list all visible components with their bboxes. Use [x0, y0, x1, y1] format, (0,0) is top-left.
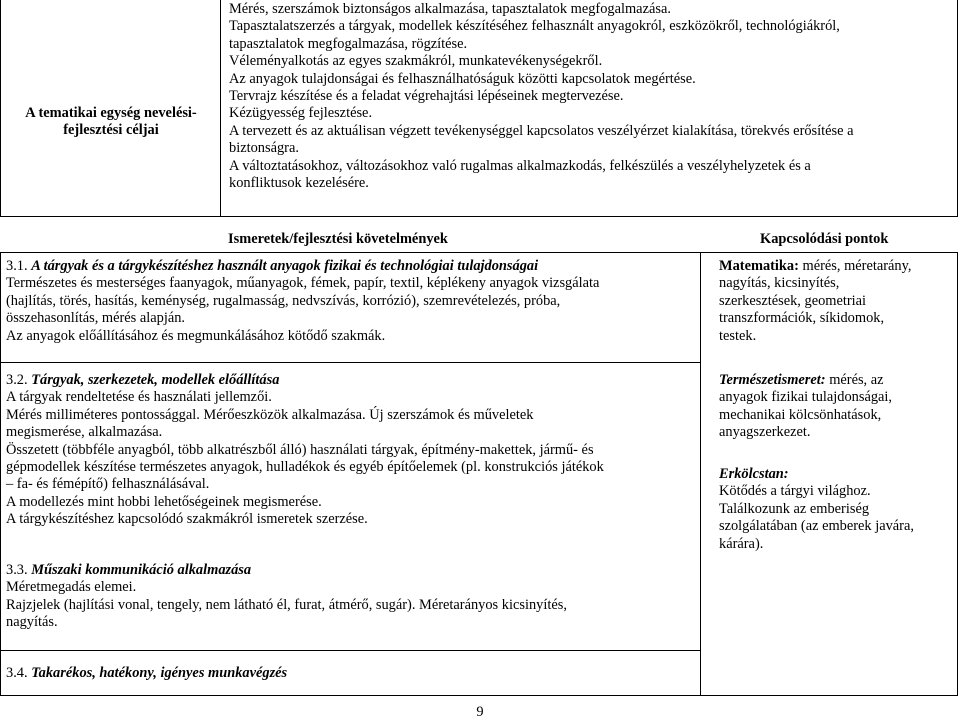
goal-line: Mérés, szerszámok biztonságos alkalmazása, tapasztalatok megfogalmazása.	[229, 1, 671, 17]
section-number: 3.3.	[6, 562, 28, 578]
connections-header: Kapcsolódási pontok	[760, 231, 889, 247]
section-line: összehasonlítás, mérés alapján.	[6, 310, 186, 327]
header-divider	[0, 252, 958, 253]
requirements-header: Ismeretek/fejlesztési követelmények	[228, 231, 448, 247]
section-title: A tárgyak és a tárgykészítéshez használt anyagok fizikai és technológiai tulajdonságai	[31, 258, 539, 274]
section-line: Méretmegadás elemei.	[6, 579, 137, 596]
section-3-2	[6, 372, 604, 529]
section-divider	[0, 362, 700, 363]
section-line: Az anyagok előállításához és megmunkálásához kötődő szakmák.	[6, 327, 386, 344]
goals-heading: A tematikai egység nevelési- fejlesztési céljai	[25, 105, 197, 139]
section-3-1	[6, 258, 599, 345]
connection-subject: Matematika:	[719, 258, 799, 274]
connection-math: Matematika: mérés, méretarány, nagyítás, kicsinyítés, szerkesztések, geometriai transzformációk, síkidomok, testek.	[719, 258, 912, 344]
connection-subject: Természetismeret:	[719, 372, 826, 388]
table-border-right	[957, 252, 958, 696]
goal-line: A tervezett és az aktuálisan végzett tevékenységgel kapcsolatos veszélyérzet kialakítása, törekvés erősítése a	[229, 122, 854, 139]
section-line: Természetes és mesterséges faanyagok, műanyagok, fémek, papír, textil, képlékeny anyagok vizsgálata	[6, 275, 600, 292]
goal-line: biztonságra.	[229, 140, 299, 157]
section-3-4	[6, 665, 287, 682]
section-title: Tárgyak, szerkezetek, modellek előállítása	[31, 372, 280, 388]
goal-line: Kézügyesség fejlesztése.	[229, 105, 373, 122]
connection-science: Természetismeret: mérés, az anyagok fizikai tulajdonságai, mechanikai kölcsönhatások, anyagszerkezet.	[719, 372, 893, 441]
section-line: Rajzjelek (hajlítási vonal, tengely, nem látható él, furat, átmérő, sugár). Méretarányos kicsinyítés,	[6, 596, 567, 613]
table-border-left	[0, 252, 1, 696]
section-line: A modellezés mint hobbi lehetőségeinek megismerése.	[6, 493, 322, 510]
goal-line: Tapasztalatszerzés a tárgyak, modellek készítéséhez felhasznált anyagokról, eszközökről, technológiákról,	[229, 18, 840, 35]
content-table-header	[0, 228, 958, 252]
connection-ethics: Erkölcstan: Kötődés a tárgyi világhoz. Találkozunk az emberiség szolgálatában (az emberek javára, kárára).	[719, 466, 914, 552]
section-title: Műszaki kommunikáció alkalmazása	[31, 562, 252, 578]
section-line: – fa- és fémépítő) felhasználásával.	[6, 476, 210, 493]
section-line: gépmodellek készítése természetes anyagok, hulladékok és egyéb építőelemek (pl. konstrukciós játékok	[6, 459, 604, 476]
goal-line: tapasztalatok megfogalmazása, rögzítése.	[229, 35, 468, 52]
section-line: A tárgykészítéshez kapcsolódó szakmákról ismeretek szerzése.	[6, 511, 368, 528]
goal-line: A változtatásokhoz, változásokhoz való rugalmas alkalmazkodás, felkészülés a veszélyhelyzetek és a	[229, 157, 811, 174]
section-line: (hajlítás, törés, hasítás, keménység, rugalmasság, nedvszívás, korrózió), szemrevételezés, próba,	[6, 292, 561, 309]
goals-table	[0, 0, 958, 217]
goal-line: konfliktusok kezelésére.	[229, 175, 369, 192]
section-line: A tárgyak rendeltetése és használati jellemzői.	[6, 389, 272, 406]
section-line: megismerése, alkalmazása.	[6, 424, 163, 441]
section-line: nagyítás.	[6, 614, 58, 631]
section-number: 3.4.	[6, 665, 28, 681]
goal-line: Az anyagok tulajdonságai és felhasználhatóságuk közötti kapcsolatok megértése.	[229, 70, 696, 87]
page-number: 9	[476, 704, 484, 720]
goal-line: Véleményalkotás az egyes szakmákról, munkatevékenységekről.	[229, 53, 603, 70]
section-line: Összetett (többféle anyagból, több alkatrészből álló) használati tárgyak, építmény-makettek, jármű- és	[6, 441, 594, 458]
column-divider	[700, 252, 701, 696]
section-number: 3.2.	[6, 372, 28, 388]
section-number: 3.1.	[6, 258, 28, 274]
section-divider	[0, 650, 700, 651]
table-bottom-border	[0, 695, 958, 696]
goals-list	[229, 1, 854, 192]
connection-subject: Erkölcstan:	[719, 466, 789, 482]
section-3-3	[6, 562, 567, 632]
section-line: Mérés milliméteres pontossággal. Mérőeszközök alkalmazása. Új szerszámok és műveletek	[6, 406, 534, 423]
goal-line: Tervrajz készítése és a feladat végrehajtási lépéseinek megtervezése.	[229, 88, 624, 105]
goals-heading-cell	[1, 0, 221, 216]
section-title: Takarékos, hatékony, igényes munkavégzés	[31, 665, 288, 681]
